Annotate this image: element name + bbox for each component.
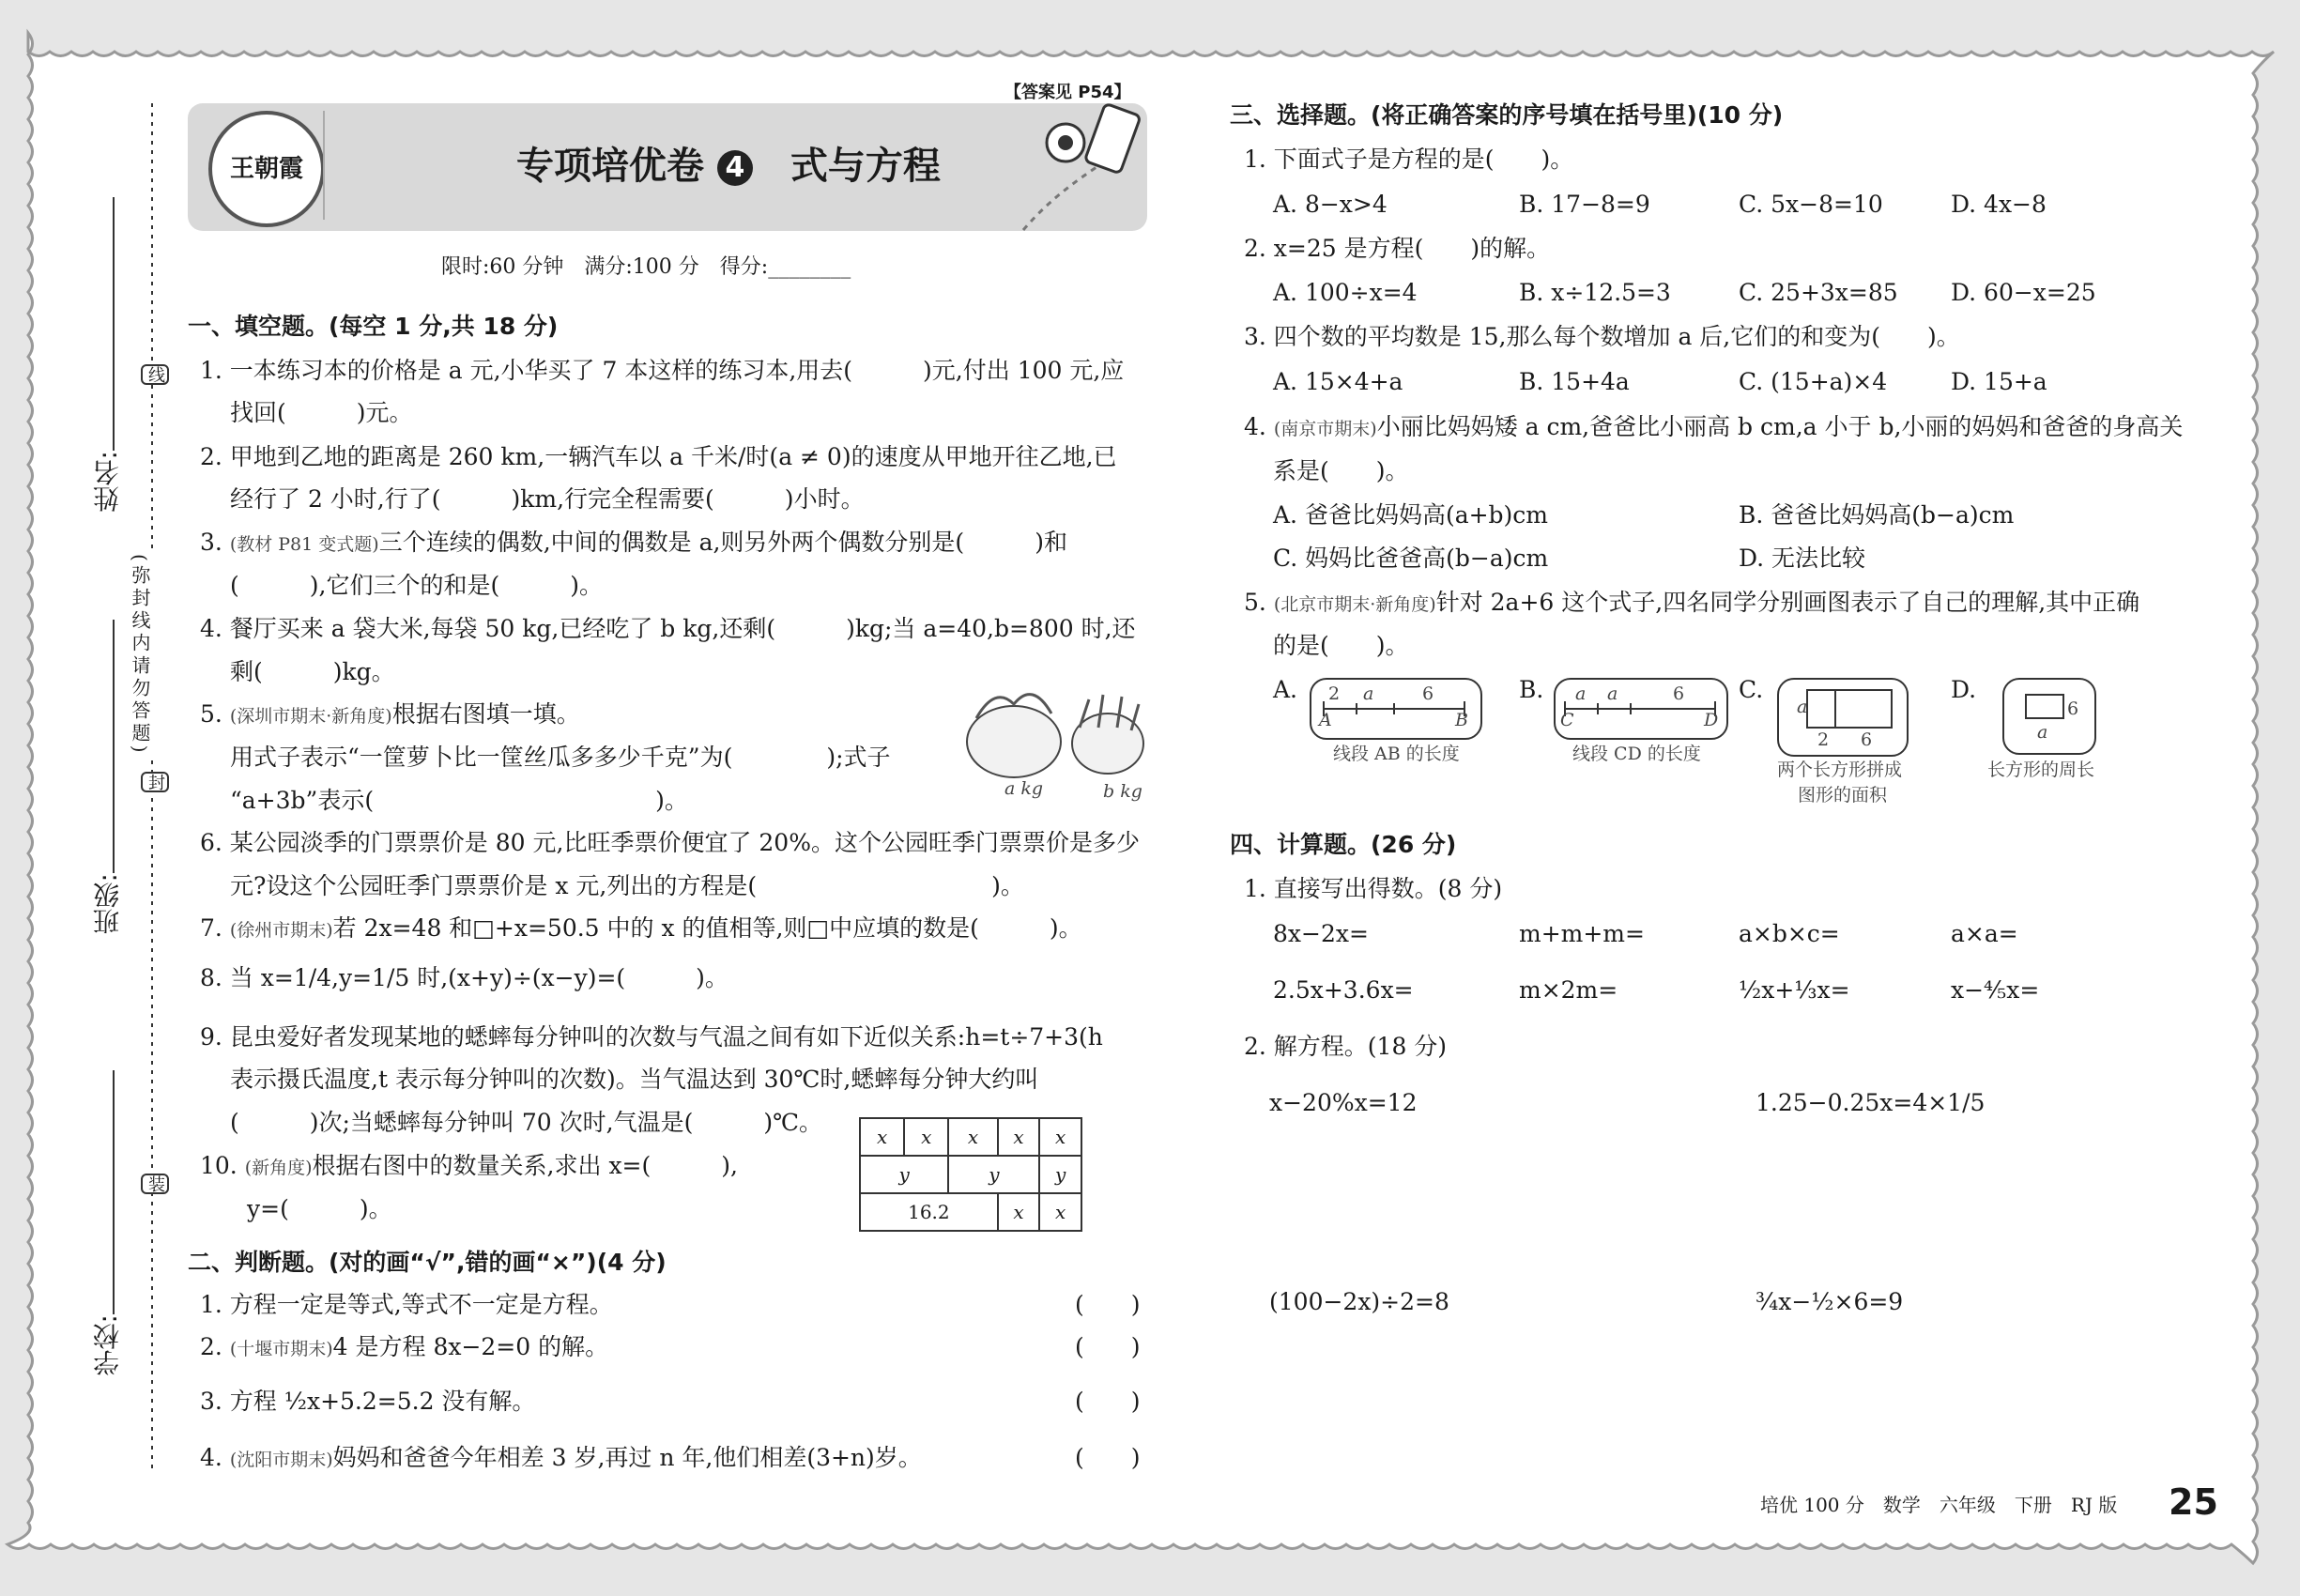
s1-q5-text: 根据右图填一填。	[391, 700, 580, 728]
s1-q10-text: 根据右图中的数量关系,求出 x=( ),	[312, 1152, 738, 1179]
s1-q3-text: 三个连续的偶数,中间的偶数是 a,则另外两个偶数分别是( )和	[378, 529, 1067, 556]
figure-b-caption: 线段 CD 的长度	[1572, 744, 1701, 764]
s3-q4-option-c: C. 妈妈比爸爸高(b−a)cm	[1273, 545, 1549, 572]
header-subtitle: 式与方程	[790, 145, 941, 188]
figure-a-caption: 线段 AB 的长度	[1333, 744, 1460, 764]
figure-c-caption-2: 图形的面积	[1798, 785, 1888, 806]
figure-a-a: a	[1363, 683, 1374, 704]
s1-q7-source: (徐州市期末)	[229, 920, 333, 941]
figure-b-point-c: C	[1560, 710, 1574, 730]
judgement-box-2[interactable]: ( )	[1075, 1333, 1141, 1360]
s3-q4-text: 小丽比妈妈矮 a cm,爸爸比小丽高 b cm,a 小于 b,小丽的妈妈和爸爸的身高关	[1376, 413, 2184, 440]
name-line	[113, 197, 115, 451]
answer-reference: 【答案见 P54】	[1004, 83, 1131, 102]
grid-cell: y	[860, 1156, 948, 1193]
s1-q2-line2: 经行了 2 小时,行了( )km,行完全程需要( )小时。	[230, 485, 865, 513]
header-divider	[323, 111, 325, 220]
s2-q1: 1. 方程一定是等式,等式不一定是方程。	[200, 1291, 613, 1318]
s4-r1-c4: a×a=	[1951, 920, 2018, 947]
s1-q4-line1: 4. 餐厅买来 a 袋大米,每袋 50 kg,已经吃了 b kg,还剩( )kg;当 a=40,b=800 时,还	[200, 615, 1136, 642]
judgement-box-3[interactable]: ( )	[1075, 1388, 1141, 1415]
s3-q3-option-b: B. 15+4a	[1519, 368, 1630, 395]
fig-option-b-label: B.	[1519, 676, 1544, 703]
s3-q2-option-b: B. x÷12.5=3	[1519, 279, 1671, 306]
s4-r2-c2: m×2m=	[1519, 976, 1618, 1004]
s2-q4-source: (沈阳市期末)	[229, 1450, 333, 1470]
section2-heading: 二、判断题。(对的画“√”,错的画“×”)(4 分)	[188, 1249, 667, 1276]
name-label: 姓名:	[92, 451, 123, 513]
grid-cell: x	[998, 1193, 1040, 1231]
s2-q4-text: 妈妈和爸爸今年相差 3 岁,再过 n 年,他们相差(3+n)岁。	[332, 1444, 922, 1471]
s3-q3-option-a: A. 15×4+a	[1273, 368, 1403, 395]
logo-emblem	[208, 111, 325, 227]
exam-meta: 限时:60 分钟 满分:100 分 得分:________	[441, 255, 851, 279]
s3-q5-line2: 的是( )。	[1273, 632, 1409, 659]
grid-cell: x	[860, 1118, 904, 1156]
s3-q1: 1. 下面式子是方程的是( )。	[1244, 146, 1574, 173]
grid-row-y	[860, 1156, 1081, 1193]
rocket-illustration	[1004, 94, 1155, 235]
s1-q5-line1: 5. (深圳市期末·新角度)根据右图填一填。	[200, 700, 580, 728]
figure-b-a2: a	[1607, 683, 1618, 704]
grid-cell: x	[1039, 1193, 1081, 1231]
s1-q6-line2: 元?设这个公园旺季门票票价是 x 元,列出的方程是( )。	[230, 872, 1024, 899]
s4-r1-c3: a×b×c=	[1739, 920, 1840, 947]
section4-heading: 四、计算题。(26 分)	[1230, 831, 1457, 858]
s3-q4-option-a: A. 爸爸比妈妈高(a+b)cm	[1273, 501, 1549, 529]
logo-text: 王朝霞	[229, 155, 303, 183]
s1-q3-line1: 3. (教材 P81 变式题)三个连续的偶数,中间的偶数是 a,则另外两个偶数分别是( )和	[200, 529, 1067, 556]
figure-a-2: 2	[1328, 683, 1341, 704]
header-number-badge: 4	[717, 150, 753, 186]
figure-c-rects	[1793, 685, 1896, 742]
s3-q4-option-d: D. 无法比较	[1739, 545, 1866, 572]
figure-b-6: 6	[1673, 683, 1685, 704]
class-line	[113, 620, 115, 873]
grid-row-x	[860, 1118, 1081, 1156]
s4-r1-c1: 8x−2x=	[1273, 920, 1369, 947]
binding-line-mark: 线	[141, 364, 169, 385]
figure-a-point-b: B	[1455, 710, 1468, 730]
footer-info: 培优 100 分 数学 六年级 下册 RJ 版	[1760, 1494, 2118, 1516]
figure-d-caption: 长方形的周长	[1987, 760, 2095, 780]
s3-q1-option-c: C. 5x−8=10	[1739, 191, 1883, 218]
s3-q3: 3. 四个数的平均数是 15,那么每个数增加 a 后,它们的和变为( )。	[1244, 323, 1960, 350]
header-title-text: 专项培优卷	[516, 145, 704, 188]
grid-row-total	[860, 1193, 1081, 1231]
s1-q9-line3: ( )次;当蟋蟀每分钟叫 70 次时,气温是( )℃。	[230, 1109, 823, 1136]
figure-b-a1: a	[1575, 683, 1587, 704]
s2-q4: 4. (沈阳市期末)妈妈和爸爸今年相差 3 岁,再过 n 年,他们相差(3+n)岁。	[200, 1444, 922, 1471]
s1-q10-source: (新角度)	[244, 1158, 313, 1178]
grid-cell: 16.2	[860, 1193, 998, 1231]
s2-q3: 3. 方程 ½x+5.2=5.2 没有解。	[200, 1388, 536, 1415]
s4-eq1: x−20%x=12	[1269, 1089, 1418, 1116]
class-label: 班级:	[92, 873, 123, 935]
section1-heading: 一、填空题。(每空 1 分,共 18 分)	[188, 313, 559, 340]
s4-sub1: 1. 直接写出得数。(8 分)	[1244, 875, 1503, 902]
s3-q4-line2: 系是( )。	[1273, 457, 1409, 484]
s3-q4-option-b: B. 爸爸比妈妈高(b−a)cm	[1739, 501, 2015, 529]
figure-d-a: a	[2037, 722, 2048, 743]
s3-q4-line1: 4. (南京市期末)小丽比妈妈矮 a cm,爸爸比小丽高 b cm,a 小于 b,小丽的妈妈和爸爸的身高关	[1244, 413, 2184, 440]
s1-q1-line1: 1. 一本练习本的价格是 a 元,小华买了 7 本这样的练习本,用去( )元,付出 100 元,应	[200, 357, 1125, 384]
s4-eq2: 1.25−0.25x=4×1/5	[1756, 1089, 1986, 1116]
quantity-grid	[859, 1117, 1082, 1232]
grid-cell: y	[948, 1156, 1039, 1193]
s4-r2-c3: ½x+⅓x=	[1739, 976, 1850, 1004]
basket-b-label: b kg	[1103, 781, 1142, 802]
binding-notice: (弥封线内请勿答题)	[127, 554, 154, 757]
school-label: 学校:	[92, 1314, 123, 1376]
s2-q2: 2. (十堰市期末)4 是方程 8x−2=0 的解。	[200, 1333, 609, 1360]
s3-q5-line1: 5. (北京市期末·新角度)针对 2a+6 这个式子,四名同学分别画图表示了自己的理解,其中正确	[1244, 589, 2140, 616]
fig-option-a-label: A.	[1273, 676, 1298, 703]
s3-q3-option-c: C. (15+a)×4	[1739, 368, 1888, 395]
grid-cell: x	[948, 1118, 997, 1156]
grid-cell: x	[1039, 1118, 1081, 1156]
figure-a-segment	[1319, 690, 1469, 728]
figure-b-point-d: D	[1704, 710, 1719, 730]
grid-cell: y	[1039, 1156, 1081, 1193]
grid-cell: x	[904, 1118, 948, 1156]
basket-a-label: a kg	[1004, 778, 1044, 799]
s3-q2-option-c: C. 25+3x=85	[1739, 279, 1898, 306]
binding-tie-mark: 装	[141, 1174, 169, 1194]
s4-eq3: (100−2x)÷2=8	[1269, 1288, 1449, 1315]
figure-c-2: 2	[1817, 729, 1830, 750]
s1-q2-line1: 2. 甲地到乙地的距离是 260 km,一辆汽车以 a 千米/时(a ≠ 0)的速度从甲地开往乙地,已	[200, 443, 1117, 470]
s2-q2-text: 4 是方程 8x−2=0 的解。	[332, 1333, 609, 1360]
s4-eq4: ¾x−½×6=9	[1756, 1288, 1904, 1315]
s4-r1-c2: m+m+m=	[1519, 920, 1645, 947]
s3-q2: 2. x=25 是方程( )的解。	[1244, 235, 1551, 262]
figure-c-caption-1: 两个长方形拼成	[1777, 760, 1903, 780]
vegetable-baskets-image	[962, 676, 1150, 779]
binding-seal-mark: 封	[141, 772, 169, 792]
s1-q9-line2: 表示摄氏温度,t 表示每分钟叫的次数)。当气温达到 30℃时,蟋蟀每分钟大约叫	[230, 1066, 1039, 1093]
judgement-box-4[interactable]: ( )	[1075, 1444, 1141, 1471]
fig-option-d-label: D.	[1951, 676, 1977, 703]
s3-q5-source: (北京市期末·新角度)	[1273, 594, 1436, 615]
judgement-box-1[interactable]: ( )	[1075, 1291, 1141, 1318]
s3-q4-source: (南京市期末)	[1273, 419, 1377, 439]
s1-q10-line1: 10. (新角度)根据右图中的数量关系,求出 x=( ),	[200, 1152, 738, 1179]
s3-q1-option-d: D. 4x−8	[1951, 191, 2047, 218]
s1-q7-text: 若 2x=48 和□+x=50.5 中的 x 的值相等,则□中应填的数是( )。	[332, 914, 1082, 942]
s2-q2-source: (十堰市期末)	[229, 1339, 333, 1359]
s1-q5-source: (深圳市期末·新角度)	[229, 706, 392, 727]
s1-q10-line2: y=( )。	[247, 1195, 392, 1222]
s1-q3-source: (教材 P81 变式题)	[229, 534, 379, 555]
s3-q3-option-d: D. 15+a	[1951, 368, 2047, 395]
figure-c-6: 6	[1861, 729, 1873, 750]
figure-a-point-a: A	[1319, 710, 1332, 730]
s1-q6-line1: 6. 某公园淡季的门票票价是 80 元,比旺季票价便宜了 20%。这个公园旺季门票票价是多少	[200, 829, 1140, 856]
s1-q9-line1: 9. 昆虫爱好者发现某地的蟋蟀每分钟叫的次数与气温之间有如下近似关系:h=t÷7+3(h	[200, 1023, 1103, 1051]
s1-q5-line3: “a+3b”表示( )。	[230, 787, 688, 814]
s4-sub2: 2. 解方程。(18 分)	[1244, 1033, 1448, 1060]
s4-r2-c1: 2.5x+3.6x=	[1273, 976, 1414, 1004]
section3-heading: 三、选择题。(将正确答案的序号填在括号里)(10 分)	[1230, 101, 1784, 129]
s3-q1-option-a: A. 8−x>4	[1273, 191, 1388, 218]
s1-q3-line2: ( ),它们三个的和是( )。	[230, 572, 603, 599]
figure-d-6: 6	[2067, 698, 2079, 719]
s3-q2-option-d: D. 60−x=25	[1951, 279, 2096, 306]
page-number: 25	[2169, 1481, 2218, 1523]
s3-q5-text: 针对 2a+6 这个式子,四名同学分别画图表示了自己的理解,其中正确	[1435, 589, 2140, 616]
s1-q1-line2: 找回( )元。	[230, 399, 413, 426]
s1-q4-line2: 剩( )kg。	[230, 658, 395, 685]
grid-cell: x	[998, 1118, 1040, 1156]
s3-q2-option-a: A. 100÷x=4	[1273, 279, 1418, 306]
figure-c-a: a	[1797, 697, 1808, 717]
s4-r2-c4: x−⅘x=	[1951, 976, 2040, 1004]
fig-option-c-label: C.	[1739, 676, 1764, 703]
s1-q5-line2: 用式子表示“一筐萝卜比一筐丝瓜多多少千克”为( );式子	[230, 744, 891, 771]
s1-q7: 7. (徐州市期末)若 2x=48 和□+x=50.5 中的 x 的值相等,则□中应填的数是( )。	[200, 914, 1082, 942]
s1-q8: 8. 当 x=1/4,y=1/5 时,(x+y)÷(x−y)=( )。	[200, 964, 728, 991]
s3-q1-option-b: B. 17−8=9	[1519, 191, 1650, 218]
school-line	[113, 1070, 115, 1314]
figure-a-6: 6	[1422, 683, 1434, 704]
header-title	[516, 143, 941, 190]
